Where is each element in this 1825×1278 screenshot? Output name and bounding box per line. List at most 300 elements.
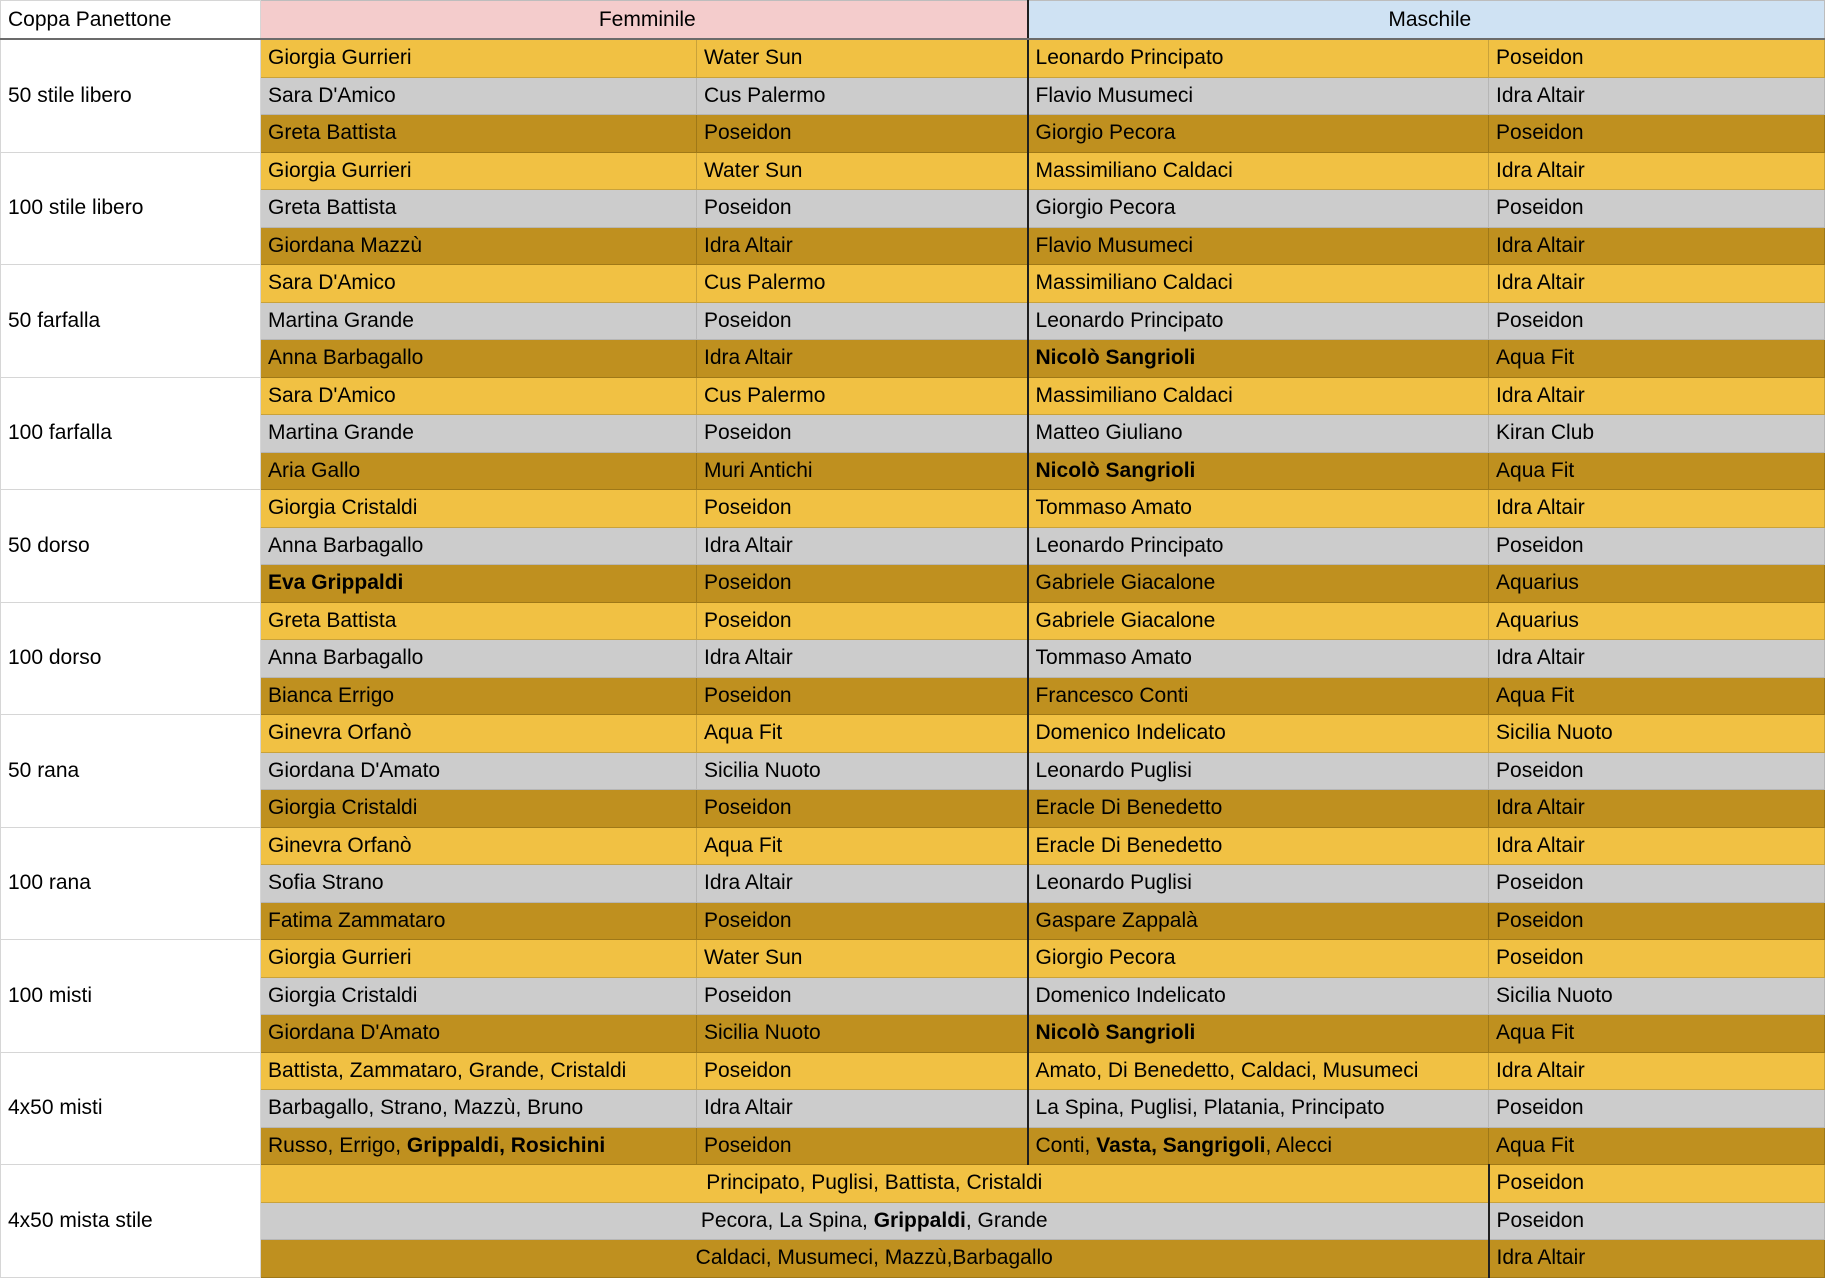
female-athlete[interactable] xyxy=(261,565,697,603)
cell-text: Eracle Di Benedetto xyxy=(1035,796,1223,820)
cell-text: Giorgio Pecora xyxy=(1035,946,1176,970)
male-club[interactable] xyxy=(1489,977,1825,1015)
cell-text: Idra Altair xyxy=(704,646,793,670)
male-club[interactable] xyxy=(1489,115,1825,153)
cell-text: Aquarius xyxy=(1496,571,1579,595)
cell-text: Anna Barbagallo xyxy=(268,646,424,670)
female-athlete[interactable] xyxy=(261,490,697,528)
cell-text: Battista, Zammataro, Grande, Cristaldi xyxy=(268,1058,627,1082)
table-row xyxy=(1,265,1825,303)
female-athlete[interactable] xyxy=(261,377,697,415)
event-name-4x50-mista-stile[interactable]: 4x50 mista stile xyxy=(1,1165,261,1278)
table-row xyxy=(1,415,1825,453)
cell-text: Poseidon xyxy=(1496,1096,1584,1120)
table-row xyxy=(1,115,1825,153)
female-athlete[interactable] xyxy=(261,152,697,190)
table-row xyxy=(1,715,1825,753)
cell-text: Idra Altair xyxy=(1496,1058,1585,1082)
female-club[interactable] xyxy=(697,977,1028,1015)
male-athlete[interactable] xyxy=(1028,865,1489,903)
female-club[interactable] xyxy=(697,152,1028,190)
table-row xyxy=(1,1165,1825,1203)
cell-text: Sara D'Amico xyxy=(268,383,396,407)
table-row xyxy=(1,902,1825,940)
cell-text: Poseidon xyxy=(704,608,792,632)
male-club[interactable] xyxy=(1489,452,1825,490)
female-club[interactable] xyxy=(697,1015,1028,1053)
cell-text: Poseidon xyxy=(1496,758,1584,782)
event-name-50-rana[interactable]: 50 rana xyxy=(1,715,261,828)
event-name-50-dorso[interactable]: 50 dorso xyxy=(1,490,261,603)
female-athlete[interactable] xyxy=(261,1015,697,1053)
cell-text: Eracle Di Benedetto xyxy=(1035,833,1223,857)
cell-text: Leonardo Principato xyxy=(1035,46,1224,70)
cell-text: Pecora, La Spina, xyxy=(700,1208,874,1232)
female-club[interactable] xyxy=(697,827,1028,865)
table-row xyxy=(1,1052,1825,1090)
event-name-100-dorso[interactable]: 100 dorso xyxy=(1,602,261,715)
cell-text: Gaspare Zappalà xyxy=(1035,908,1198,932)
female-athlete[interactable] xyxy=(261,77,697,115)
cell-text: Water Sun xyxy=(704,946,803,970)
cell-text: Poseidon xyxy=(1496,946,1584,970)
male-club[interactable] xyxy=(1489,1090,1825,1128)
cell-text: Anna Barbagallo xyxy=(268,346,424,370)
cell-text: Idra Altair xyxy=(704,346,793,370)
cell-text: Russo, Errigo, xyxy=(268,1133,407,1157)
cell-text: Poseidon xyxy=(1496,908,1584,932)
male-athlete[interactable] xyxy=(1028,527,1489,565)
female-athlete[interactable] xyxy=(261,527,697,565)
cell-text: Poseidon xyxy=(704,1133,792,1157)
cell-text: Poseidon xyxy=(704,496,792,520)
table-row xyxy=(1,1240,1825,1278)
bold-text: Nicolò Sangrioli xyxy=(1035,458,1196,482)
table-row xyxy=(1,1202,1825,1240)
male-club[interactable] xyxy=(1489,415,1825,453)
cell-text: Massimiliano Caldaci xyxy=(1035,271,1233,295)
table-row xyxy=(1,1015,1825,1053)
cell-text: Gabriele Giacalone xyxy=(1035,608,1216,632)
cell-text: Poseidon xyxy=(704,796,792,820)
cell-text: Conti, xyxy=(1035,1133,1097,1157)
male-athlete[interactable] xyxy=(1028,677,1489,715)
cell-text: Water Sun xyxy=(704,46,803,70)
table-row xyxy=(1,677,1825,715)
cell-text: Idra Altair xyxy=(704,233,793,257)
table-row xyxy=(1,1127,1825,1165)
bold-text: Grippaldi xyxy=(873,1208,966,1232)
cell-text: Leonardo Principato xyxy=(1035,533,1224,557)
male-club[interactable] xyxy=(1489,715,1825,753)
female-club[interactable] xyxy=(697,752,1028,790)
cell-text: Francesco Conti xyxy=(1035,683,1189,707)
female-athlete[interactable] xyxy=(261,340,697,378)
cell-text: Idra Altair xyxy=(1496,233,1585,257)
female-club[interactable] xyxy=(697,377,1028,415)
cell-text: Cus Palermo xyxy=(704,383,826,407)
mixed-relay-team[interactable] xyxy=(261,1240,1489,1278)
female-club[interactable] xyxy=(697,640,1028,678)
cell-text: Flavio Musumeci xyxy=(1035,83,1194,107)
cell-text: Amato, Di Benedetto, Caldaci, Musumeci xyxy=(1035,1058,1419,1082)
female-club[interactable] xyxy=(697,790,1028,828)
cell-text: Idra Altair xyxy=(1496,83,1585,107)
cell-text: Greta Battista xyxy=(268,121,397,145)
female-club[interactable] xyxy=(697,715,1028,753)
mixed-relay-club[interactable] xyxy=(1489,1240,1825,1278)
female-athlete[interactable] xyxy=(261,452,697,490)
cell-text: Aqua Fit xyxy=(1496,458,1575,482)
female-club[interactable] xyxy=(697,39,1028,77)
cell-text: Leonardo Principato xyxy=(1035,308,1224,332)
cell-text: Giorgia Gurrieri xyxy=(268,158,412,182)
male-athlete[interactable] xyxy=(1028,977,1489,1015)
female-athlete[interactable] xyxy=(261,677,697,715)
table-row xyxy=(1,490,1825,528)
mixed-relay-team[interactable] xyxy=(261,1165,1489,1203)
table-row xyxy=(1,302,1825,340)
cell-text: Giorgia Cristaldi xyxy=(268,496,418,520)
cell-text: Leonardo Puglisi xyxy=(1035,871,1192,895)
cell-text: Idra Altair xyxy=(704,1096,793,1120)
male-club[interactable] xyxy=(1489,902,1825,940)
header-femminile[interactable]: Femminile xyxy=(261,1,1028,40)
female-club[interactable] xyxy=(697,302,1028,340)
cell-text: Giorgia Cristaldi xyxy=(268,796,418,820)
female-athlete[interactable] xyxy=(261,1090,697,1128)
male-athlete[interactable] xyxy=(1028,452,1489,490)
female-athlete[interactable] xyxy=(261,227,697,265)
table-row xyxy=(1,227,1825,265)
cell-text: Cus Palermo xyxy=(704,271,826,295)
female-club[interactable] xyxy=(697,602,1028,640)
male-club[interactable] xyxy=(1489,227,1825,265)
male-athlete[interactable] xyxy=(1028,115,1489,153)
cell-text: Idra Altair xyxy=(1496,158,1585,182)
table-row xyxy=(1,940,1825,978)
female-club[interactable] xyxy=(697,340,1028,378)
female-club[interactable] xyxy=(697,415,1028,453)
male-athlete[interactable] xyxy=(1028,1127,1489,1165)
cell-text: Ginevra Orfanò xyxy=(268,833,412,857)
male-club[interactable] xyxy=(1489,527,1825,565)
male-club[interactable] xyxy=(1489,752,1825,790)
male-club[interactable] xyxy=(1489,152,1825,190)
cell-text: Idra Altair xyxy=(1496,1246,1586,1270)
female-athlete[interactable] xyxy=(261,1052,697,1090)
cell-text: Greta Battista xyxy=(268,608,397,632)
cell-text: La Spina, Puglisi, Platania, Principato xyxy=(1035,1096,1385,1120)
male-club[interactable] xyxy=(1489,827,1825,865)
cell-text: Water Sun xyxy=(704,158,803,182)
cell-text: Idra Altair xyxy=(1496,833,1585,857)
male-club[interactable] xyxy=(1489,265,1825,303)
male-athlete[interactable] xyxy=(1028,302,1489,340)
cell-text: Domenico Indelicato xyxy=(1035,721,1226,745)
cell-text: Giordana D'Amato xyxy=(268,1021,441,1045)
male-athlete[interactable] xyxy=(1028,190,1489,228)
mixed-relay-team[interactable] xyxy=(261,1202,1489,1240)
cell-text: Poseidon xyxy=(704,196,792,220)
cell-text: Sofia Strano xyxy=(268,871,384,895)
cell-text: Martina Grande xyxy=(268,308,414,332)
cell-text: Muri Antichi xyxy=(704,458,813,482)
cell-text: Cus Palermo xyxy=(704,83,826,107)
header-maschile[interactable]: Maschile xyxy=(1028,1,1825,40)
table-row xyxy=(1,752,1825,790)
male-athlete[interactable] xyxy=(1028,902,1489,940)
cell-text: Sicilia Nuoto xyxy=(1496,983,1613,1007)
male-club[interactable] xyxy=(1489,865,1825,903)
cell-text: Idra Altair xyxy=(1496,496,1585,520)
cell-text: Sara D'Amico xyxy=(268,83,396,107)
table-row xyxy=(1,190,1825,228)
cell-text: Poseidon xyxy=(704,983,792,1007)
male-athlete[interactable] xyxy=(1028,265,1489,303)
female-athlete[interactable] xyxy=(261,302,697,340)
table-row xyxy=(1,452,1825,490)
cell-text: Tommaso Amato xyxy=(1035,646,1192,670)
male-athlete[interactable] xyxy=(1028,39,1489,77)
cell-text: Leonardo Puglisi xyxy=(1035,758,1192,782)
male-club[interactable] xyxy=(1489,340,1825,378)
female-athlete[interactable] xyxy=(261,940,697,978)
female-athlete[interactable] xyxy=(261,190,697,228)
cell-text: Poseidon xyxy=(1496,46,1584,70)
cell-text: Aqua Fit xyxy=(704,833,783,857)
male-athlete[interactable] xyxy=(1028,602,1489,640)
female-athlete[interactable] xyxy=(261,715,697,753)
table-row xyxy=(1,340,1825,378)
female-club[interactable] xyxy=(697,527,1028,565)
cell-text: Barbagallo, Strano, Mazzù, Bruno xyxy=(268,1096,584,1120)
cell-text: Tommaso Amato xyxy=(1035,496,1192,520)
bold-text: Eva Grippaldi xyxy=(268,571,404,595)
male-athlete[interactable] xyxy=(1028,77,1489,115)
cell-text: Poseidon xyxy=(1496,308,1584,332)
cell-text: Giorgia Gurrieri xyxy=(268,946,412,970)
cell-text: Poseidon xyxy=(704,908,792,932)
female-club[interactable] xyxy=(697,490,1028,528)
mixed-relay-club[interactable] xyxy=(1489,1165,1825,1203)
female-athlete[interactable] xyxy=(261,865,697,903)
female-athlete[interactable] xyxy=(261,902,697,940)
male-athlete[interactable] xyxy=(1028,490,1489,528)
cell-text: , Grande xyxy=(965,1208,1048,1232)
bold-text: Grippaldi, Rosichini xyxy=(406,1133,606,1157)
male-athlete[interactable] xyxy=(1028,790,1489,828)
female-athlete[interactable] xyxy=(261,640,697,678)
event-name-50-stile-libero[interactable]: 50 stile libero xyxy=(1,39,261,152)
cell-text: Sicilia Nuoto xyxy=(704,758,821,782)
female-club[interactable] xyxy=(697,565,1028,603)
table-row xyxy=(1,865,1825,903)
event-name-100-stile-libero[interactable]: 100 stile libero xyxy=(1,152,261,265)
cell-text: Matteo Giuliano xyxy=(1035,421,1183,445)
cell-text: Poseidon xyxy=(1496,533,1584,557)
male-athlete[interactable] xyxy=(1028,940,1489,978)
female-club[interactable] xyxy=(697,265,1028,303)
female-athlete[interactable] xyxy=(261,415,697,453)
bold-text: Nicolò Sangrioli xyxy=(1035,1021,1196,1045)
bold-text: Vasta, Sangrigoli xyxy=(1096,1133,1266,1157)
female-club[interactable] xyxy=(697,227,1028,265)
male-club[interactable] xyxy=(1489,1052,1825,1090)
male-club[interactable] xyxy=(1489,677,1825,715)
cell-text: Poseidon xyxy=(1496,196,1584,220)
table-row xyxy=(1,602,1825,640)
cell-text: Giorgio Pecora xyxy=(1035,196,1176,220)
cell-text: Poseidon xyxy=(704,683,792,707)
cell-text: Poseidon xyxy=(704,421,792,445)
cell-text: Sicilia Nuoto xyxy=(704,1021,821,1045)
table-row xyxy=(1,39,1825,77)
female-athlete[interactable] xyxy=(261,752,697,790)
table-row xyxy=(1,1090,1825,1128)
cell-text: Ginevra Orfanò xyxy=(268,721,412,745)
cell-text: Caldaci, Musumeci, Mazzù,Barbagallo xyxy=(695,1246,1053,1270)
cell-text: Poseidon xyxy=(1496,121,1584,145)
cell-text: Flavio Musumeci xyxy=(1035,233,1194,257)
male-club[interactable] xyxy=(1489,640,1825,678)
cell-text: Greta Battista xyxy=(268,196,397,220)
female-athlete[interactable] xyxy=(261,115,697,153)
female-club[interactable] xyxy=(697,1052,1028,1090)
cell-text: Anna Barbagallo xyxy=(268,533,424,557)
cell-text: Bianca Errigo xyxy=(268,683,395,707)
female-athlete[interactable] xyxy=(261,265,697,303)
cell-text: Fatima Zammataro xyxy=(268,908,446,932)
female-athlete[interactable] xyxy=(261,977,697,1015)
female-club[interactable] xyxy=(697,902,1028,940)
female-club[interactable] xyxy=(697,190,1028,228)
table-row xyxy=(1,377,1825,415)
table-row xyxy=(1,640,1825,678)
male-athlete[interactable] xyxy=(1028,340,1489,378)
cell-text: Idra Altair xyxy=(1496,646,1585,670)
male-athlete[interactable] xyxy=(1028,227,1489,265)
cell-text: Giorgia Cristaldi xyxy=(268,983,418,1007)
male-club[interactable] xyxy=(1489,940,1825,978)
cell-text: Idra Altair xyxy=(1496,796,1585,820)
cell-text: Giordana D'Amato xyxy=(268,758,441,782)
cell-text: Sara D'Amico xyxy=(268,271,396,295)
cell-text: Massimiliano Caldaci xyxy=(1035,158,1233,182)
bold-text: Nicolò Sangrioli xyxy=(1035,346,1196,370)
male-club[interactable] xyxy=(1489,565,1825,603)
cell-text: Principato, Puglisi, Battista, Cristaldi xyxy=(706,1171,1043,1195)
cell-text: Aqua Fit xyxy=(1496,1133,1575,1157)
event-name-4x50-misti[interactable]: 4x50 misti xyxy=(1,1052,261,1165)
cell-text: Poseidon xyxy=(704,121,792,145)
cell-text: Poseidon xyxy=(704,1058,792,1082)
event-name-100-misti[interactable]: 100 misti xyxy=(1,940,261,1053)
female-athlete[interactable] xyxy=(261,602,697,640)
female-club[interactable] xyxy=(697,865,1028,903)
cell-text: Aqua Fit xyxy=(1496,1021,1575,1045)
male-athlete[interactable] xyxy=(1028,1015,1489,1053)
male-athlete[interactable] xyxy=(1028,415,1489,453)
cell-text: Martina Grande xyxy=(268,421,414,445)
cell-text: Aqua Fit xyxy=(1496,683,1575,707)
table-row xyxy=(1,565,1825,603)
table-row xyxy=(1,152,1825,190)
cell-text: Kiran Club xyxy=(1496,421,1595,445)
male-club[interactable] xyxy=(1489,77,1825,115)
sheet-title[interactable]: Coppa Panettone xyxy=(1,1,261,40)
cell-text: Poseidon xyxy=(704,571,792,595)
male-athlete[interactable] xyxy=(1028,640,1489,678)
cell-text: Poseidon xyxy=(1496,871,1584,895)
cell-text: Giorgio Pecora xyxy=(1035,121,1176,145)
male-athlete[interactable] xyxy=(1028,752,1489,790)
cell-text: , Alecci xyxy=(1265,1133,1332,1157)
female-club[interactable] xyxy=(697,452,1028,490)
cell-text: Domenico Indelicato xyxy=(1035,983,1226,1007)
female-club[interactable] xyxy=(697,1090,1028,1128)
cell-text: Aqua Fit xyxy=(704,721,783,745)
male-club[interactable] xyxy=(1489,39,1825,77)
table-row xyxy=(1,527,1825,565)
female-athlete[interactable] xyxy=(261,790,697,828)
female-club[interactable] xyxy=(697,77,1028,115)
cell-text: Giorgia Gurrieri xyxy=(268,46,412,70)
male-athlete[interactable] xyxy=(1028,827,1489,865)
male-club[interactable] xyxy=(1489,490,1825,528)
mixed-relay-club[interactable] xyxy=(1489,1202,1825,1240)
female-club[interactable] xyxy=(697,940,1028,978)
female-club[interactable] xyxy=(697,677,1028,715)
female-club[interactable] xyxy=(697,1127,1028,1165)
cell-text: Massimiliano Caldaci xyxy=(1035,383,1233,407)
event-name-100-rana[interactable]: 100 rana xyxy=(1,827,261,940)
cell-text: Sicilia Nuoto xyxy=(1496,721,1613,745)
male-club[interactable] xyxy=(1489,602,1825,640)
cell-text: Aquarius xyxy=(1496,608,1579,632)
male-athlete[interactable] xyxy=(1028,1052,1489,1090)
cell-text: Idra Altair xyxy=(704,533,793,557)
table-row xyxy=(1,977,1825,1015)
female-club[interactable] xyxy=(697,115,1028,153)
male-athlete[interactable] xyxy=(1028,152,1489,190)
table-row xyxy=(1,790,1825,828)
table-row xyxy=(1,77,1825,115)
cell-text: Idra Altair xyxy=(704,871,793,895)
male-club[interactable] xyxy=(1489,790,1825,828)
event-name-100-farfalla[interactable]: 100 farfalla xyxy=(1,377,261,490)
male-club[interactable] xyxy=(1489,190,1825,228)
male-athlete[interactable] xyxy=(1028,715,1489,753)
male-club[interactable] xyxy=(1489,302,1825,340)
cell-text: Poseidon xyxy=(1496,1171,1585,1195)
male-club[interactable] xyxy=(1489,1127,1825,1165)
male-athlete[interactable] xyxy=(1028,1090,1489,1128)
female-athlete[interactable] xyxy=(261,1127,697,1165)
male-club[interactable] xyxy=(1489,377,1825,415)
cell-text: Poseidon xyxy=(704,308,792,332)
cell-text: Idra Altair xyxy=(1496,271,1585,295)
table-row xyxy=(1,827,1825,865)
female-athlete[interactable] xyxy=(261,827,697,865)
cell-text: Aria Gallo xyxy=(268,458,361,482)
male-club[interactable] xyxy=(1489,1015,1825,1053)
male-athlete[interactable] xyxy=(1028,377,1489,415)
female-athlete[interactable] xyxy=(261,39,697,77)
cell-text: Aqua Fit xyxy=(1496,346,1575,370)
event-name-50-farfalla[interactable]: 50 farfalla xyxy=(1,265,261,378)
male-athlete[interactable] xyxy=(1028,565,1489,603)
